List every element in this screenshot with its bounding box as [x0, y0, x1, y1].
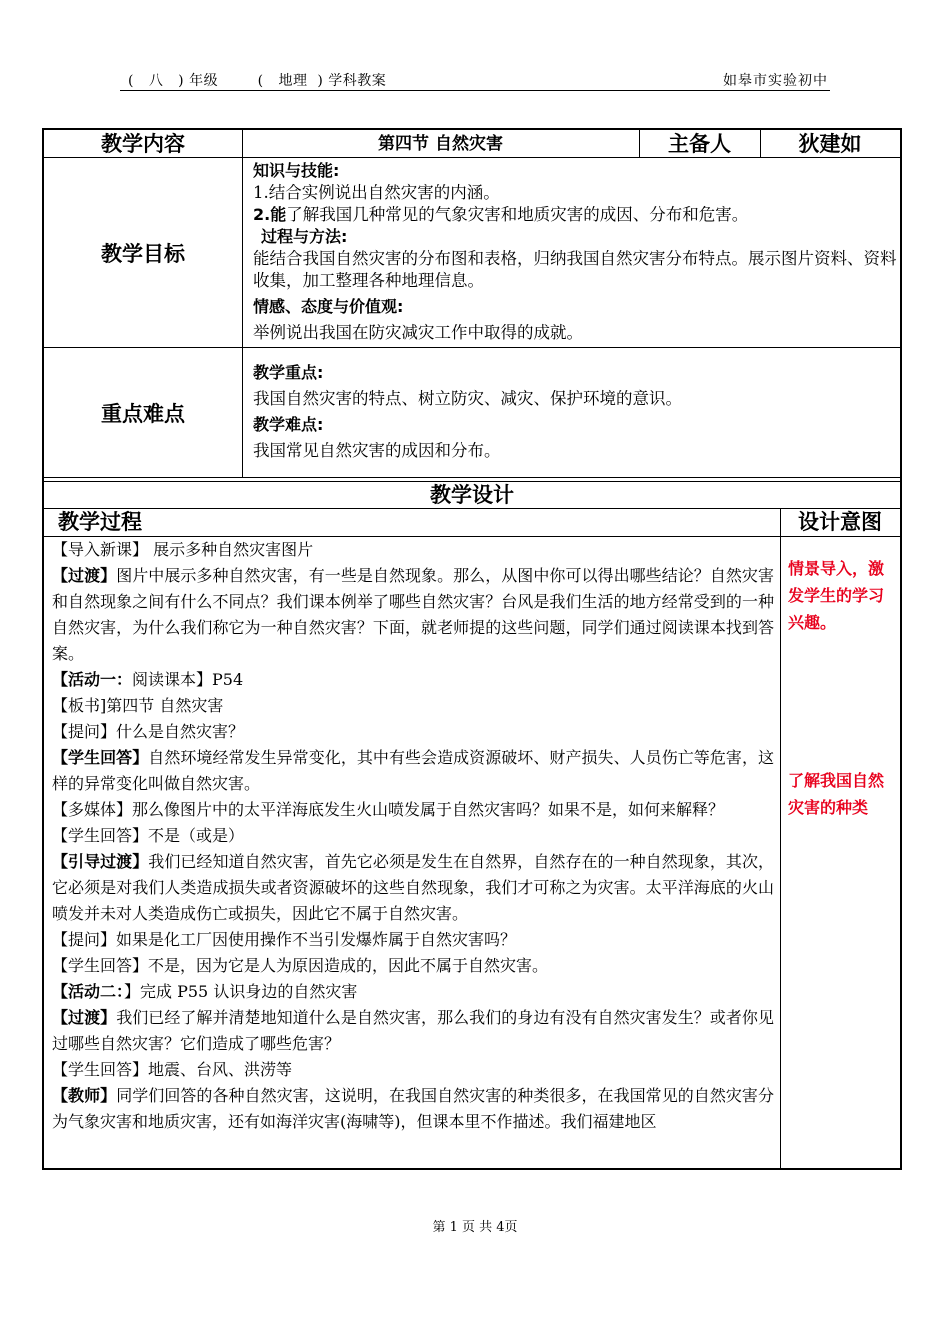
intent-label: 设计意图 — [798, 510, 882, 534]
objectives-label: 教学目标 — [101, 241, 185, 266]
process-label: 教学过程 — [58, 510, 142, 534]
section-title: 第四节 自然灾害 — [378, 134, 503, 154]
focus-heading: 教学重点: — [253, 363, 324, 382]
process-para: 【学生回答】不是，因为它是人为原因造成的，因此不属于自然灾害。 — [52, 956, 549, 975]
process-para: 【提问】什么是自然灾害？ — [52, 722, 245, 741]
emotion-heading: 情感、态度与价值观: — [253, 297, 404, 316]
process-para: 【导入新课】 展示多种自然灾害图片 — [52, 540, 314, 559]
process-para: 【学生回答】自然环境经常发生异常变化，其中有些会造成资源破坏、财产损失、人员伤亡等危害，这样的异常变化叫做自然灾害。 — [52, 748, 774, 793]
objectives-content — [253, 160, 898, 346]
process-text: 能结合我国自然灾害的分布图和表格，归纳我国自然灾害分布特点。展示图片资料、资料收集，加工整理各种地理信息。 — [253, 249, 897, 290]
intent-note-2: 了解我国自然灾害的种类 — [788, 771, 885, 817]
objective-2: 2.能了解我国几种常见的气象灾害和地质灾害的成因、分布和危害。 — [253, 205, 749, 224]
content-label: 教学内容 — [101, 132, 185, 156]
preparer-label: 主备人 — [668, 132, 731, 156]
lesson-plan-table — [42, 128, 902, 1170]
process-para: 【提问】如果是化工厂因使用操作不当引发爆炸属于自然灾害吗？ — [52, 930, 517, 949]
grade-subject-line: ( 八 ) 年级 ( 地理 ) 学科教案 — [128, 73, 387, 89]
difficulty-heading: 教学难点: — [253, 415, 324, 434]
keypoints-label: 重点难点 — [101, 402, 185, 426]
focus-text: 我国自然灾害的特点、树立防灾、减灾、保护环境的意识。 — [253, 389, 682, 408]
emotion-text: 举例说出我国在防灾减灾工作中取得的成就。 — [253, 323, 583, 342]
school-name: 如皋市实验初中 — [723, 73, 828, 89]
design-title: 教学设计 — [430, 483, 514, 507]
objective-1: 1.结合实例说出自然灾害的内涵。 — [253, 183, 500, 202]
process-body — [52, 537, 774, 1170]
process-para: 【活动二：】完成 P55 认识身边的自然灾害 — [52, 982, 358, 1001]
process-heading: 过程与方法: — [261, 227, 348, 246]
process-para: 【过渡】图片中展示多种自然灾害，有一些是自然现象。那么，从图中你可以得出哪些结论？自然灾害和自然现象之间有什么不同点？我们课本例举了哪些自然灾害？台风是我们生活的地方经常受到的一种自然灾害，为什么我们称它为一种自然灾害？下面，就老师提的这些问题，同学们通过阅读课本找到答案。 — [52, 566, 774, 663]
process-para: 【板书]第四节 自然灾害 — [52, 696, 224, 715]
process-para: 【学生回答】不是（或是） — [52, 826, 245, 845]
keypoints-content — [253, 360, 898, 476]
process-para: 【活动一：阅读课本】P54 — [52, 670, 244, 689]
page-footer: 第 1 页 共 4页 — [432, 1220, 518, 1235]
preparer-name: 狄建如 — [798, 132, 862, 156]
process-para: 【教师】同学们回答的各种自然灾害，这说明，在我国自然灾害的种类很多，在我国常见的自然灾害分为气象灾害和地质灾害，还有如海洋灾害(海啸等)，但课本里不作描述。我们福建地区 — [52, 1086, 774, 1131]
difficulty-text: 我国常见自然灾害的成因和分布。 — [253, 441, 501, 460]
process-para: 【引导过渡】我们已经知道自然灾害，首先它必须是发生在自然界，自然存在的一种自然现象，其次，它必须是对我们人类造成损失或者资源破坏的这些自然现象，我们才可称之为灾害。太平洋海底的火山喷发并未对人类造成伤亡或损失，因此它不属于自然灾害。 — [52, 852, 774, 923]
page-header — [120, 70, 830, 91]
intent-note-1: 情景导入，激发学生的学习兴趣。 — [788, 559, 885, 632]
process-para: 【多媒体】那么像图片中的太平洋海底发生火山喷发属于自然灾害吗？如果不是，如何来解释？ — [52, 800, 725, 819]
knowledge-heading: 知识与技能: — [253, 161, 340, 180]
process-para: 【过渡】我们已经了解并清楚地知道什么是自然灾害，那么我们的身边有没有自然灾害发生？或者你见过哪些自然灾害？它们造成了哪些危害？ — [52, 1008, 774, 1053]
process-para: 【学生回答】地震、台风、洪涝等 — [52, 1060, 293, 1079]
